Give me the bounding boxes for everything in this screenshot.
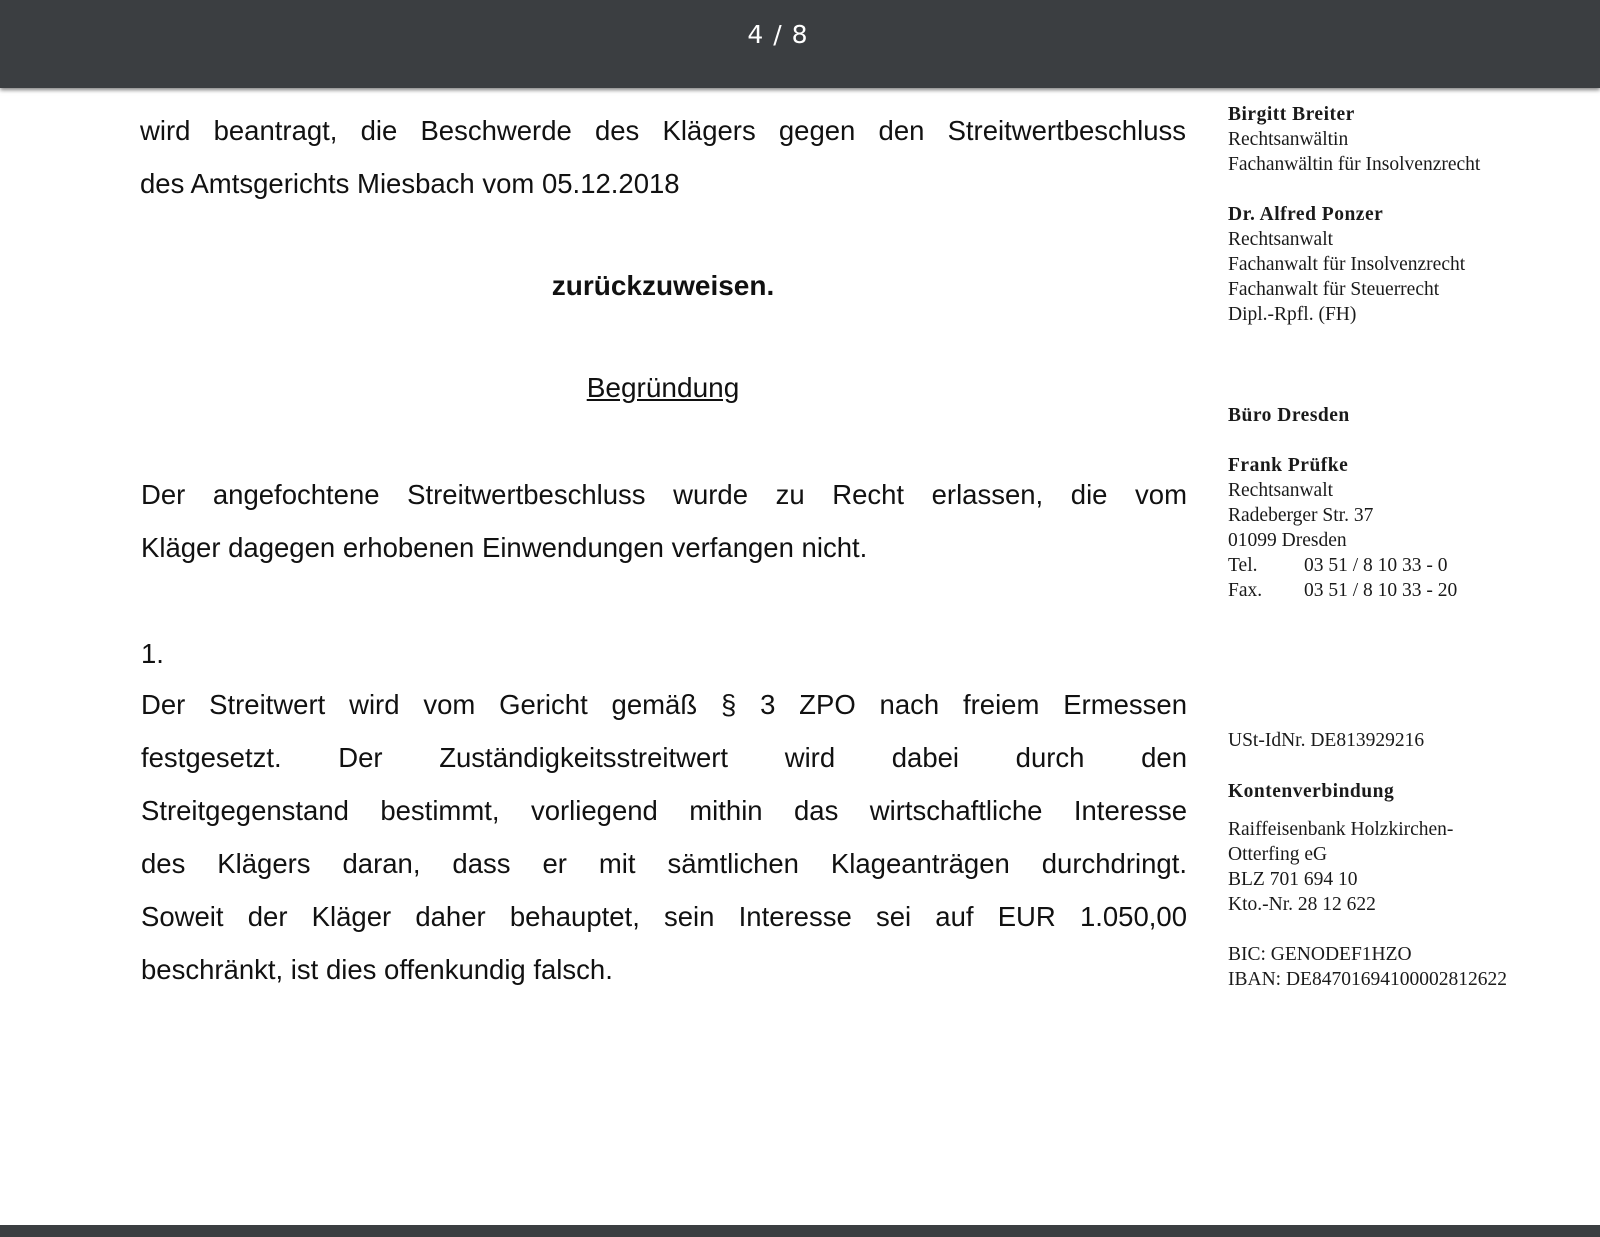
lawyer1-specialty: Fachanwältin für Insolvenzrecht bbox=[1228, 154, 1481, 175]
intro-line-1: wird beantragt, die Beschwerde des Klägers gegen den Streitwertbeschluss bbox=[140, 115, 1186, 146]
bottom-bar bbox=[0, 1225, 1600, 1237]
para2-line-1: Der Streitwert wird vom Gericht gemäß § 3 ZPO nach freiem Ermessen bbox=[141, 689, 1187, 720]
office-lawyer-title: Rechtsanwalt bbox=[1228, 480, 1334, 501]
bank-spacer-2 bbox=[1228, 917, 1507, 942]
para2-line-3: Streitgegenstand bestimmt, vorliegend mithin das wirtschaftliche Interesse bbox=[141, 795, 1187, 826]
para1-line-2: Kläger dagegen erhobenen Einwendungen verfangen nicht. bbox=[141, 532, 868, 563]
office-street: Radeberger Str. 37 bbox=[1228, 505, 1374, 526]
tax-id: USt-IdNr. DE813929216 bbox=[1228, 730, 1425, 751]
bank-account: Kto.-Nr. 28 12 622 bbox=[1228, 894, 1376, 915]
bank-name-line-2: Otterfing eG bbox=[1228, 844, 1328, 865]
intro-line-2: des Amtsgerichts Miesbach vom 05.12.2018 bbox=[140, 168, 680, 199]
paragraph-1 bbox=[141, 468, 1187, 574]
fax-number: 03 51 / 8 10 33 - 20 bbox=[1304, 580, 1458, 601]
office-heading: Büro Dresden bbox=[1228, 405, 1350, 426]
lawyer1-name: Birgitt Breiter bbox=[1228, 104, 1355, 125]
intro-paragraph bbox=[140, 104, 1186, 210]
para2-line-4: des Klägers daran, dass er mit sämtlichen Klageanträgen durchdringt. bbox=[141, 848, 1187, 879]
para2-line-6: beschränkt, ist dies offenkundig falsch. bbox=[141, 954, 613, 985]
lawyer2-name: Dr. Alfred Ponzer bbox=[1228, 204, 1384, 225]
office-city: 01099 Dresden bbox=[1228, 530, 1347, 551]
heading-begruendung: Begründung bbox=[586, 372, 740, 403]
office-fax-row bbox=[1228, 578, 1457, 603]
bank-bic: BIC: GENODEF1HZO bbox=[1228, 944, 1412, 965]
bank-iban: IBAN: DE84701694100002812622 bbox=[1228, 969, 1507, 990]
bank-heading: Kontenverbindung bbox=[1228, 781, 1395, 802]
heading-zurueckzuweisen: zurückzuweisen. bbox=[551, 270, 775, 301]
bank-spacer bbox=[1228, 804, 1507, 817]
letterhead-lawyer-2 bbox=[1228, 202, 1465, 327]
lawyer2-title: Rechtsanwalt bbox=[1228, 229, 1334, 250]
page-indicator: 4 / 8 bbox=[747, 20, 809, 49]
tel-label: Tel. bbox=[1228, 555, 1258, 576]
para1-line-1: Der angefochtene Streitwertbeschluss wurde zu Recht erlassen, die vom bbox=[141, 479, 1187, 510]
bank-name-line-1: Raiffeisenbank Holzkirchen- bbox=[1228, 819, 1454, 840]
document-page bbox=[0, 88, 1600, 1225]
lawyer2-specialty-2: Fachanwalt für Steuerrecht bbox=[1228, 279, 1440, 300]
office-spacer bbox=[1228, 428, 1457, 453]
letterhead-office bbox=[1228, 403, 1457, 603]
paragraph-2 bbox=[141, 678, 1187, 996]
para2-line-2: festgesetzt. Der Zuständigkeitsstreitwert wird dabei durch den bbox=[141, 742, 1187, 773]
fax-label: Fax. bbox=[1228, 580, 1263, 601]
section-number: 1. bbox=[141, 638, 164, 669]
lawyer1-title: Rechtsanwältin bbox=[1228, 129, 1349, 150]
para2-line-5: Soweit der Kläger daher behauptet, sein Interesse sei auf EUR 1.050,00 bbox=[141, 901, 1187, 932]
letterhead-lawyer-1 bbox=[1228, 102, 1480, 177]
lawyer2-degree: Dipl.-Rpfl. (FH) bbox=[1228, 304, 1357, 325]
letterhead-bank bbox=[1228, 779, 1507, 992]
tel-number: 03 51 / 8 10 33 - 0 bbox=[1304, 555, 1448, 576]
lawyer2-specialty-1: Fachanwalt für Insolvenzrecht bbox=[1228, 254, 1466, 275]
bank-blz: BLZ 701 694 10 bbox=[1228, 869, 1358, 890]
viewer-toolbar bbox=[0, 0, 1600, 88]
office-tel-row bbox=[1228, 553, 1457, 578]
office-lawyer-name: Frank Prüfke bbox=[1228, 455, 1349, 476]
